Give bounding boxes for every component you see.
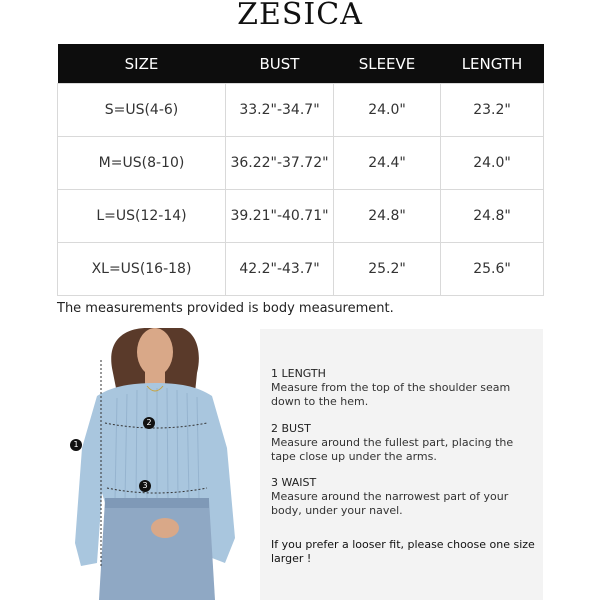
cell-sleeve: 24.0" [334,84,441,137]
model-photo [57,328,257,600]
step-title: 3 WAIST [271,476,317,489]
measurement-note: The measurements provided is body measurement. [57,301,394,316]
cell-length: 25.6" [441,243,544,296]
cell-sleeve: 24.4" [334,137,441,190]
table-row [58,137,544,190]
header-bust: BUST [226,44,334,84]
size-chart-table [57,44,544,296]
marker-bust: 2 [143,417,155,429]
cell-size: XL=US(16-18) [58,243,226,296]
jeans-shape [99,500,215,600]
marker-length: 1 [70,439,82,451]
cell-sleeve: 24.8" [334,190,441,243]
model-illustration [57,328,257,600]
step-description: Measure around the fullest part, placing the tape close up under the arms. [271,436,514,463]
step-waist [271,476,536,518]
cell-sleeve: 25.2" [334,243,441,296]
header-size: SIZE [58,44,226,84]
header-length: LENGTH [441,44,544,84]
step-title: 1 LENGTH [271,367,326,380]
step-length [271,367,536,409]
header-sleeve: SLEEVE [334,44,441,84]
measuring-guide-panel [260,329,543,600]
table-row [58,243,544,296]
cell-bust: 33.2"-34.7" [226,84,334,137]
cell-bust: 42.2"-43.7" [226,243,334,296]
cell-bust: 36.22"-37.72" [226,137,334,190]
cell-length: 24.0" [441,137,544,190]
step-title: 2 BUST [271,422,311,435]
table-row [58,190,544,243]
step-description: Measure from the top of the shoulder seam down to the hem. [271,381,511,408]
cell-size: M=US(8-10) [58,137,226,190]
table-row [58,84,544,137]
table-header-row [58,44,544,84]
fit-tip: If you prefer a looser fit, please choose one size larger ! [271,538,535,565]
marker-waist: 3 [139,480,151,492]
step-description: Measure around the narrowest part of your body, under your navel. [271,490,509,517]
cell-size: S=US(4-6) [58,84,226,137]
cell-bust: 39.21"-40.71" [226,190,334,243]
brand-logo: ZESICA [237,0,363,32]
cell-size: L=US(12-14) [58,190,226,243]
step-bust [271,422,536,464]
cell-length: 23.2" [441,84,544,137]
cell-length: 24.8" [441,190,544,243]
